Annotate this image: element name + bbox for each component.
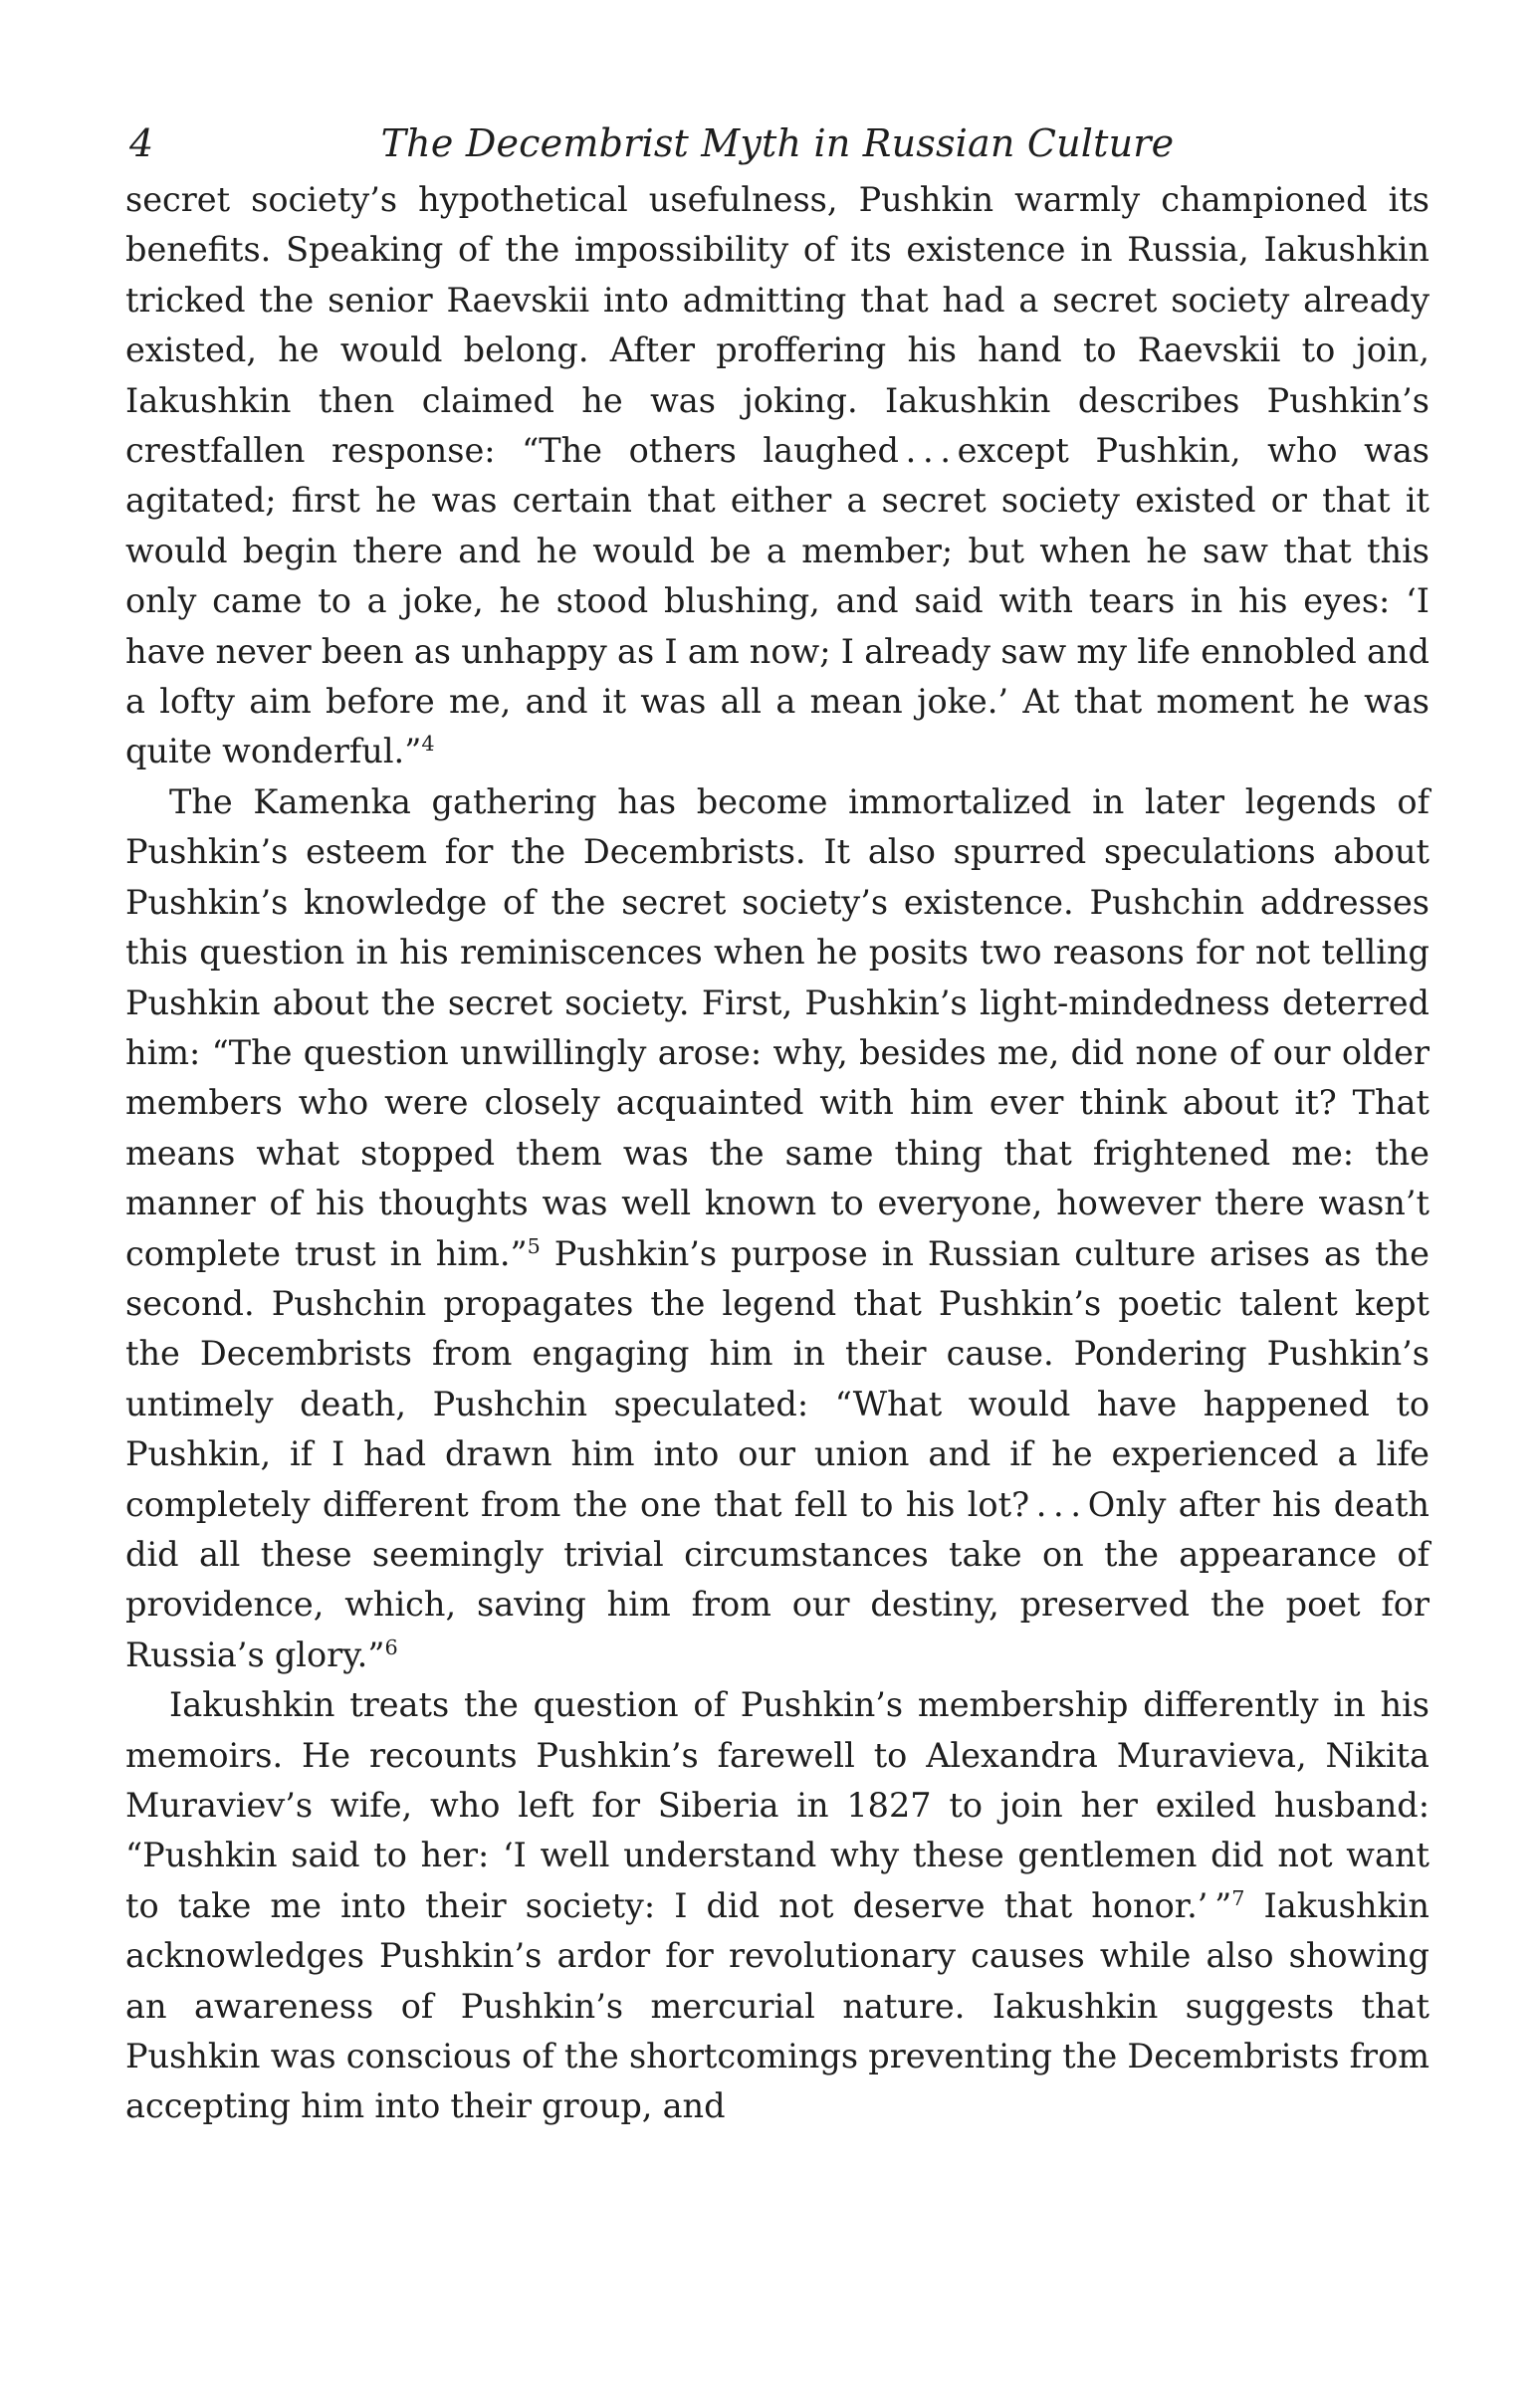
footnote-marker-6: 6 xyxy=(384,1635,398,1659)
footnote-marker-4: 4 xyxy=(421,732,435,757)
running-head xyxy=(125,111,1430,175)
paragraph-3-text-1: Iakushkin treats the question of Pushkin’s membership differently in his memoirs. He recounts Pushkin’s farewell to Alexandra Muravieva, Nikita Muraviev’s wife, who left for Siberia in 1827 to join her exiled husband: “Pushkin said to her: ‘I well understand why these gentlemen did not want to take me into their society: I did not deserve that honor.’ ” xyxy=(125,1685,1430,1925)
paragraph-3-text-2: Iakushkin acknowledges Pushkin’s ardor for revolutionary causes while also showing an awareness of Pushkin’s mercurial nature. Iakushkin suggests that Pushkin was conscious of the shortcomings preventing the Decembrists from accepting him into their group, and xyxy=(125,1885,1430,2126)
footnote-marker-7: 7 xyxy=(1231,1885,1245,1910)
book-page xyxy=(125,111,1430,2132)
paragraph-2-text-2: Pushkin’s purpose in Russian culture arises as the second. Pushchin propagates the legend that Pushkin’s poetic talent kept the Decembrists from engaging him in their cause. Pondering Pushkin’s untimely death, Pushchin speculated: “What would have happened to Pushkin, if I had drawn him into our union and if he experienced a life completely different from the one that fell to his lot? . . . Only after his death did all these seemingly trivial circumstances take on the appearance of providence, which, saving him from our destiny, preserved the poet for Russia’s glory.” xyxy=(125,1233,1430,1674)
paragraph-2-text-1: The Kamenka gathering has become immortalized in later legends of Pushkin’s esteem for the Decembrists. It also spurred speculations about Pushkin’s knowledge of the secret society’s existence. Pushchin addresses this question in his reminiscences when he posits two reasons for not telling Pushkin about the secret society. First, Pushkin’s light-mindedness deterred him: “The question unwillingly arose: why, besides me, did none of our older members who were closely acquainted with him ever think about it? That means what stopped them was the same thing that frightened me: the manner of his thoughts was well known to everyone, however there wasn’t complete trust in him.” xyxy=(125,781,1430,1273)
body-text xyxy=(125,175,1430,2132)
running-title: The Decembrist Myth in Russian Culture xyxy=(380,121,1175,165)
paragraph-1 xyxy=(125,175,1430,777)
page-number: 4 xyxy=(129,121,154,165)
paragraph-2 xyxy=(125,777,1430,1680)
paragraph-3 xyxy=(125,1680,1430,2132)
footnote-marker-5: 5 xyxy=(527,1233,541,1258)
paragraph-1-text-1: secret society’s hypothetical usefulness, Pushkin warmly championed its benefits. Speaking of the impossibility of its existence in Russia, Iakushkin tricked the senior Raevskii into admitting that had a secret society already existed, he would belong. After proffering his hand to Raevskii to join, Iakushkin then claimed he was joking. Iakushkin describes Pushkin’s crestfallen response: “The others laughed . . . except Pushkin, who was agitated; first he was certain that either a secret society existed or that it would begin there and he would be a member; but when he saw that this only came to a joke, he stood blushing, and said with tears in his eyes: ‘I have never been as unhappy as I am now; I already saw my life ennobled and a lofty aim before me, and it was all a mean joke.’ At that moment he was quite wonderful.” xyxy=(125,180,1430,771)
